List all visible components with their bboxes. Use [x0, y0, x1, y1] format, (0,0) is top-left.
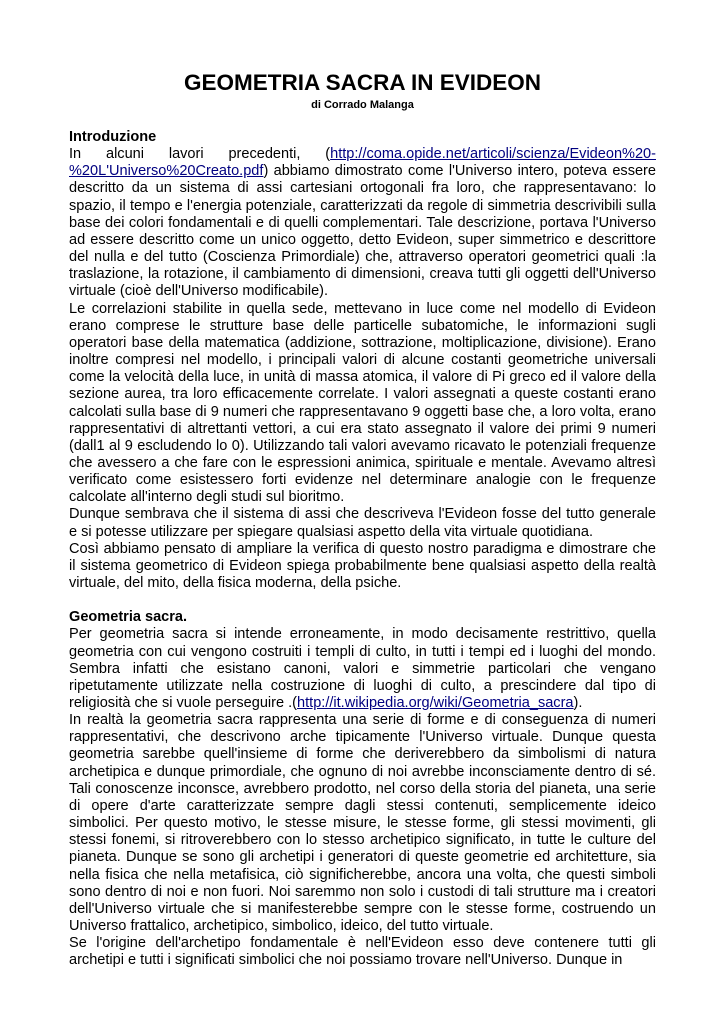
paragraph: Se l'origine dell'archetipo fondamentale è nell'Evideon esso deve contenere tutti gli archetipi e tutti i significati simbolici che noi possiamo trovare nell'Universo. Dunque in [69, 935, 656, 969]
paragraph: Così abbiamo pensato di ampliare la verifica di questo nostro paradigma e dimostrare che il sistema geometrico di Evideon spiega probabilmente bene qualsiasi aspetto della realtà virtuale, del mito, della fisica moderna, della psiche. [69, 540, 656, 592]
section-heading-geometria-sacra: Geometria sacra. [69, 609, 188, 626]
paragraph-text: ) abbiamo dimostrato come l'Universo intero, poteva essere descritto da un sistema di assi cartesiani ortogonali fra loro, che rappresentavano: lo spazio, il tempo e l'energia potenziale, caratterizzati da regole di simmetria descrivibili sulla base dei colori fondamentali e di quelli complementari. Tale descrizione, portava l'Universo ad essere descritto come un unico oggetto, detto Evideon, super simmetrico e descrittore del nulla e del tutto (Coscienza Primordiale) che, attraverso operatori geometrici quali :la traslazione, la rotazione, il cambiamento di dimensioni, creava tutti gli oggetti dell'Universo virtuale (cioè dell'Universo modificabile). [69, 163, 656, 300]
wikipedia-link[interactable]: http://it.wikipedia.org/wiki/Geometria_sacra [297, 695, 574, 711]
paragraph: In realtà la geometria sacra rappresenta una serie di forme e di conseguenza di numeri rappresentativi, che descrivono arche tipicamente l'Universo virtuale. Dunque questa geometria sarebbe quell'insieme di forme che deriverebbero da simbolismi di natura archetipica e dunque primordiale, che ognuno di noi avrebbe inconsciamente dentro di sé. Tali conoscenze inconsce, avrebbero prodotto, nel corso della storia del pianeta, una serie di opere d'arte caratterizzate sempre dagli stessi contenuti, semplicemente ideico simbolici. Per questo motivo, le stesse misure, le stesse forme, gli stessi movimenti, gli stessi fonemi, si ritroverebbero con lo stesso archetipico significato, in tutte le culture del pianeta. Dunque se sono gli archetipi i generatori di queste geometrie ed architetture, sia nella fisica che nella metafisica, ciò significherebbe, ancora una volta, che questi simboli sono dentro di noi e non fuori. Noi saremmo non solo i custodi di tali strutture ma i creatori dell'Universo virtuale che si manifesterebbe sempre con le stesse forme, costruendo un Universo frattalico, archetipico, simbolico, ideico, del tutto virtuale. [69, 712, 656, 935]
paragraph-text: ). [573, 695, 583, 711]
evideon-pdf-link[interactable]: http://coma.opide.net/articoli/scienza/Evideon%20-%20L'Universo%20Creato.pdf [69, 146, 656, 180]
paragraph: Le correlazioni stabilite in quella sede, mettevano in luce come nel modello di Evideon erano comprese le strutture base delle particelle subatomiche, le informazioni sugli operatori base della matematica (addizione, sottrazione, moltiplicazione, divisione). Erano inoltre compresi nel modello, i principali valori di alcune costanti geometriche universali come la velocità della luce, in unità di massa atomica, il valore di Pi greco ed il valore della sezione aurea, tra loro efficacemente correlate. I valori assegnati a queste costanti erano calcolati sulla base di 9 numeri che rappresentavano 9 oggetti base che, a loro volta, erano rappresentativi di altrettanti vettori, a cui era stato assegnato il valore dei primi 9 numeri (dall1 al 9 escludendo lo 0). Utilizzando tali valori avevamo ricavato le potenziali frequenze che avessero a che fare con le espressioni animica, spirituale e mentale. Avevamo altresì verificato come esistessero forti evidenze nel determinare analogie con le frequenze calcolate all'interno degli studi sul bioritmo. [69, 300, 656, 506]
paragraph [69, 146, 656, 300]
author-line: di Corrado Malanga [311, 99, 414, 111]
paragraph [69, 626, 656, 712]
document-title: GEOMETRIA SACRA IN EVIDEON [183, 70, 542, 95]
paragraph-text: In alcuni lavori precedenti, ( [69, 146, 331, 163]
section-heading-introduzione: Introduzione [69, 129, 157, 145]
paragraph-text: Per geometria sacra si intende erroneamente, in modo decisamente restrittivo, quella geometria con cui vengono costruiti i templi di culto, in tutti i tempi ed i luoghi del mondo. Sembra infatti che esistano canoni, valori e simmetrie particolari che vengano ripetutamente utilizzate nella costruzione di luoghi di culto, a prescindere dal tipo di religiosità che si vuole perseguire .( [69, 626, 656, 711]
section-spacer [69, 592, 656, 609]
paragraph: Dunque sembrava che il sistema di assi che descriveva l'Evideon fosse del tutto generale e si potesse utilizzare per spiegare qualsiasi aspetto della vita virtuale quotidiana. [69, 506, 656, 540]
document-page [69, 66, 656, 970]
